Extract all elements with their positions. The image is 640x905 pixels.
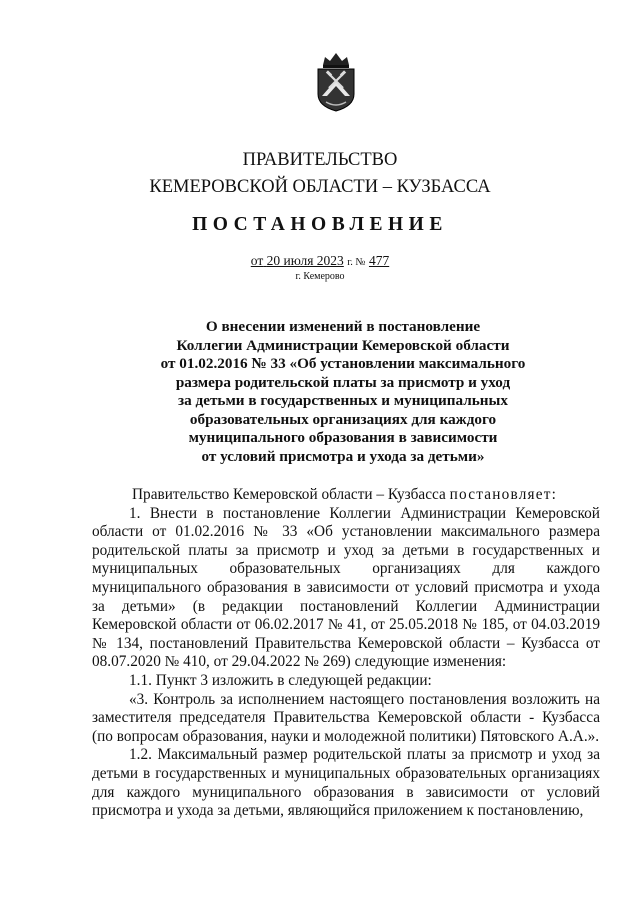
- heading-line: Коллегии Администрации Кемеровской области: [176, 336, 510, 354]
- kuzbass-coat-of-arms-icon: [314, 50, 358, 112]
- heading-line: муниципального образования в зависимости: [188, 429, 498, 446]
- paragraph-1-1: 1.1. Пункт 3 изложить в следующей редакции:: [129, 671, 432, 689]
- paragraph-1-1-quote: «3. Контроль за исполнением настоящего постановления возложить на заместителя председателя Правительства Кемеровской области - Кузбасса (по вопросам образования, науки и молодежной политики) Пятовского А.А.».: [92, 690, 600, 745]
- heading-line: размера родительской платы за присмотр и уход: [175, 373, 511, 391]
- government-title-line2: КЕМЕРОВСКОЙ ОБЛАСТИ – КУЗБАССА: [149, 177, 491, 197]
- document-city: г. Кемерово: [295, 271, 345, 282]
- government-title-line1: ПРАВИТЕЛЬСТВО: [242, 150, 398, 170]
- date-prefix: от: [250, 253, 264, 268]
- heading-line: от 01.02.2016 № 33 «Об установлении максимального: [160, 355, 526, 372]
- document-body: [92, 486, 600, 821]
- date-suffix: г. №: [347, 257, 366, 268]
- document-date-line: [0, 253, 640, 269]
- intro-paragraph: [92, 486, 600, 505]
- heading-line: за детьми в государственных и муниципальных: [178, 392, 508, 409]
- document-heading: [130, 318, 556, 466]
- paragraph-1-2: 1.2. Максимальный размер родительской платы за присмотр и уход за детьми в государственных и муниципальных образовательных организациях для каждого муниципального образования в зависимости от условий присмотра и ухода за детьми, являющийся приложением к постановлению,: [92, 746, 600, 820]
- intro-verb: постановляет:: [449, 486, 558, 503]
- document-type: ПОСТАНОВЛЕНИЕ: [192, 214, 448, 235]
- intro-text: Правительство Кемеровской области – Кузбасса: [132, 486, 446, 503]
- heading-line: от условий присмотра и ухода за детьми»: [201, 447, 485, 465]
- paragraph-1: 1. Внести в постановление Коллегии Администрации Кемеровской области от 01.02.2016 № 33 «Об установлении максимального размера родительской платы за присмотр и уход за детьми в государственных и муниципальных образовательных организациях для каждого муниципального образования в зависимости от условий присмотра и ухода за детьми» (в редакции постановлений Коллегии Администрации Кемеровской области от 06.02.2017 № 41, от 25.05.2018 № 185, от 04.03.2019 № 134, постановлений Правительства Кемеровской области – Кузбасса от 08.07.2020 № 410, от 29.04.2022 № 269) следующие изменения:: [92, 504, 600, 671]
- heading-line: образовательных организациях для каждого: [189, 410, 497, 428]
- document-date: 20 июля 2023: [266, 253, 344, 268]
- heading-line: О внесении изменений в постановление: [205, 318, 481, 335]
- document-number: 477: [368, 253, 390, 268]
